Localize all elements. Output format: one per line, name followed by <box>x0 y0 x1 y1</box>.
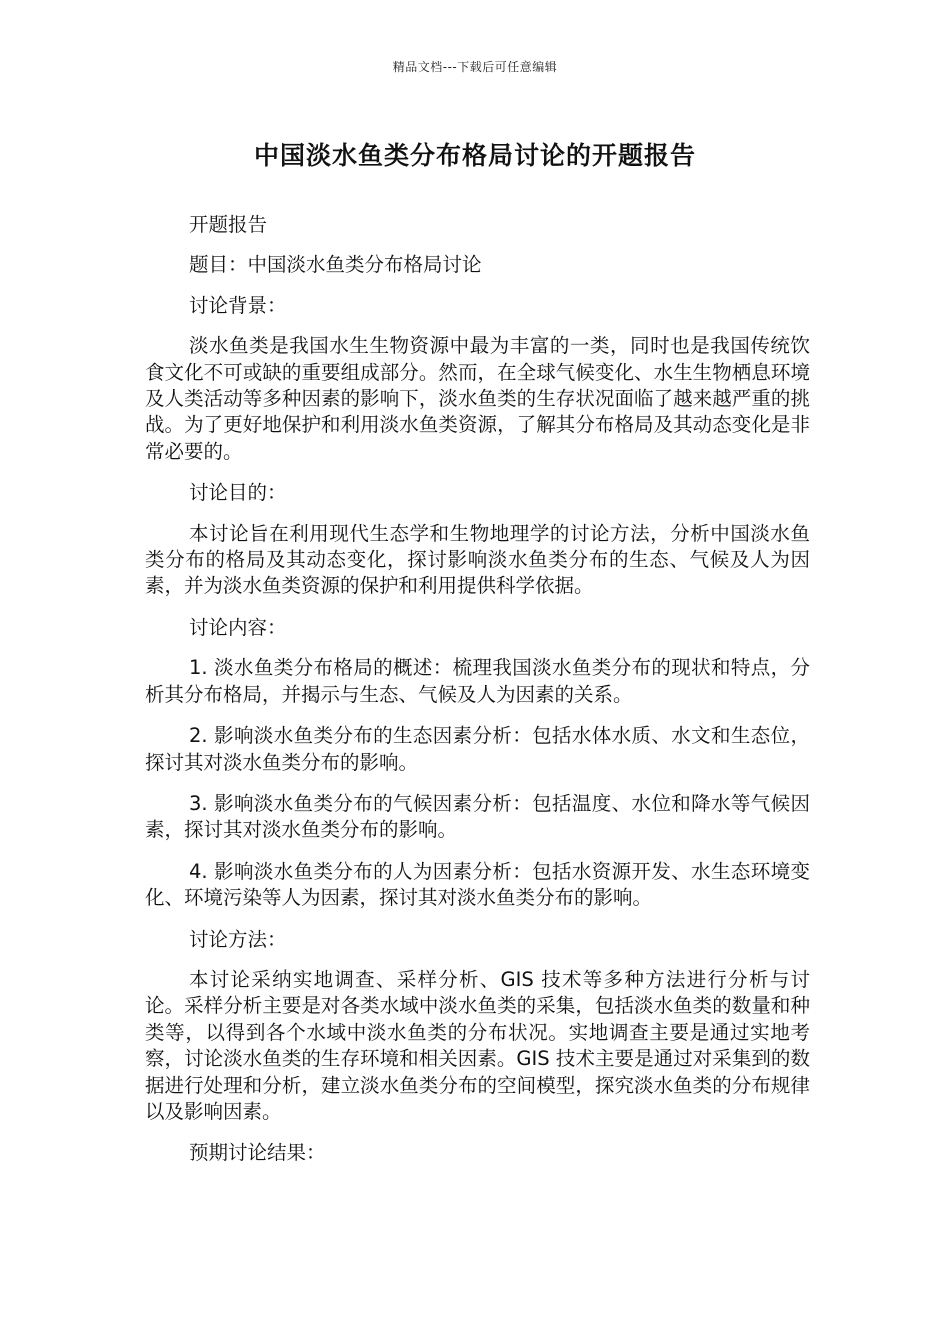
document-body <box>145 212 810 1181</box>
content-item-4: 4. 影响淡水鱼类分布的人为因素分析：包括水资源开发、水生态环境变化、环境污染等人为因素，探讨其对淡水鱼类分布的影响。 <box>145 859 810 910</box>
heading-methods: 讨论方法： <box>189 927 287 951</box>
content-item-2: 2. 影响淡水鱼类分布的生态因素分析：包括水体水质、水文和生态位，探讨其对淡水鱼类分布的影响。 <box>145 724 810 774</box>
heading-content: 讨论内容： <box>189 615 287 639</box>
paragraph-background: 淡水鱼类是我国水生生物资源中最为丰富的一类，同时也是我国传统饮食文化不可或缺的重要组成部分。然而，在全球气候变化、水生生物栖息环境及人类活动等多种因素的影响下，淡水鱼类的生存状况面临了越来越严重的挑战。为了更好地保护和利用淡水鱼类资源，了解其分布格局及其动态变化是非常必要的。 <box>145 334 810 463</box>
section-label-report: 开题报告 <box>189 213 268 236</box>
content-item-3: 3. 影响淡水鱼类分布的气候因素分析：包括温度、水位和降水等气候因素，探讨其对淡水鱼类分布的影响。 <box>145 791 810 842</box>
document-title: 中国淡水鱼类分布格局讨论的开题报告 <box>253 141 696 170</box>
topic-line: 题目：中国淡水鱼类分布格局讨论 <box>189 253 482 277</box>
header-note: 精品文档---下载后可任意编辑 <box>392 60 558 74</box>
content-item-1: 1. 淡水鱼类分布格局的概述：梳理我国淡水鱼类分布的现状和特点，分析其分布格局，并揭示与生态、气候及人为因素的关系。 <box>145 656 810 706</box>
paragraph-purpose: 本讨论旨在利用现代生态学和生物地理学的讨论方法，分析中国淡水鱼类分布的格局及其动态变化，探讨影响淡水鱼类分布的生态、气候及人为因素，并为淡水鱼类资源的保护和利用提供科学依据。 <box>145 521 810 598</box>
heading-background: 讨论背景： <box>189 293 287 317</box>
heading-purpose: 讨论目的： <box>189 481 287 505</box>
paragraph-methods: 本讨论采纳实地调查、采样分析、GIS 技术等多种方法进行分析与讨论。采样分析主要是对各类水域中淡水鱼类的采集，包括淡水鱼类的数量和种类等，以得到各个水域中淡水鱼类的分布状况。实地调查主要是通过实地考察，讨论淡水鱼类的生存环境和相关因素。GIS 技术主要是通过对采集到的数据进行处理和分析，建立淡水鱼类分布的空间模型，探究淡水鱼类的分布规律以及影响因素。 <box>145 967 810 1123</box>
heading-expected-results: 预期讨论结果： <box>189 1141 326 1165</box>
